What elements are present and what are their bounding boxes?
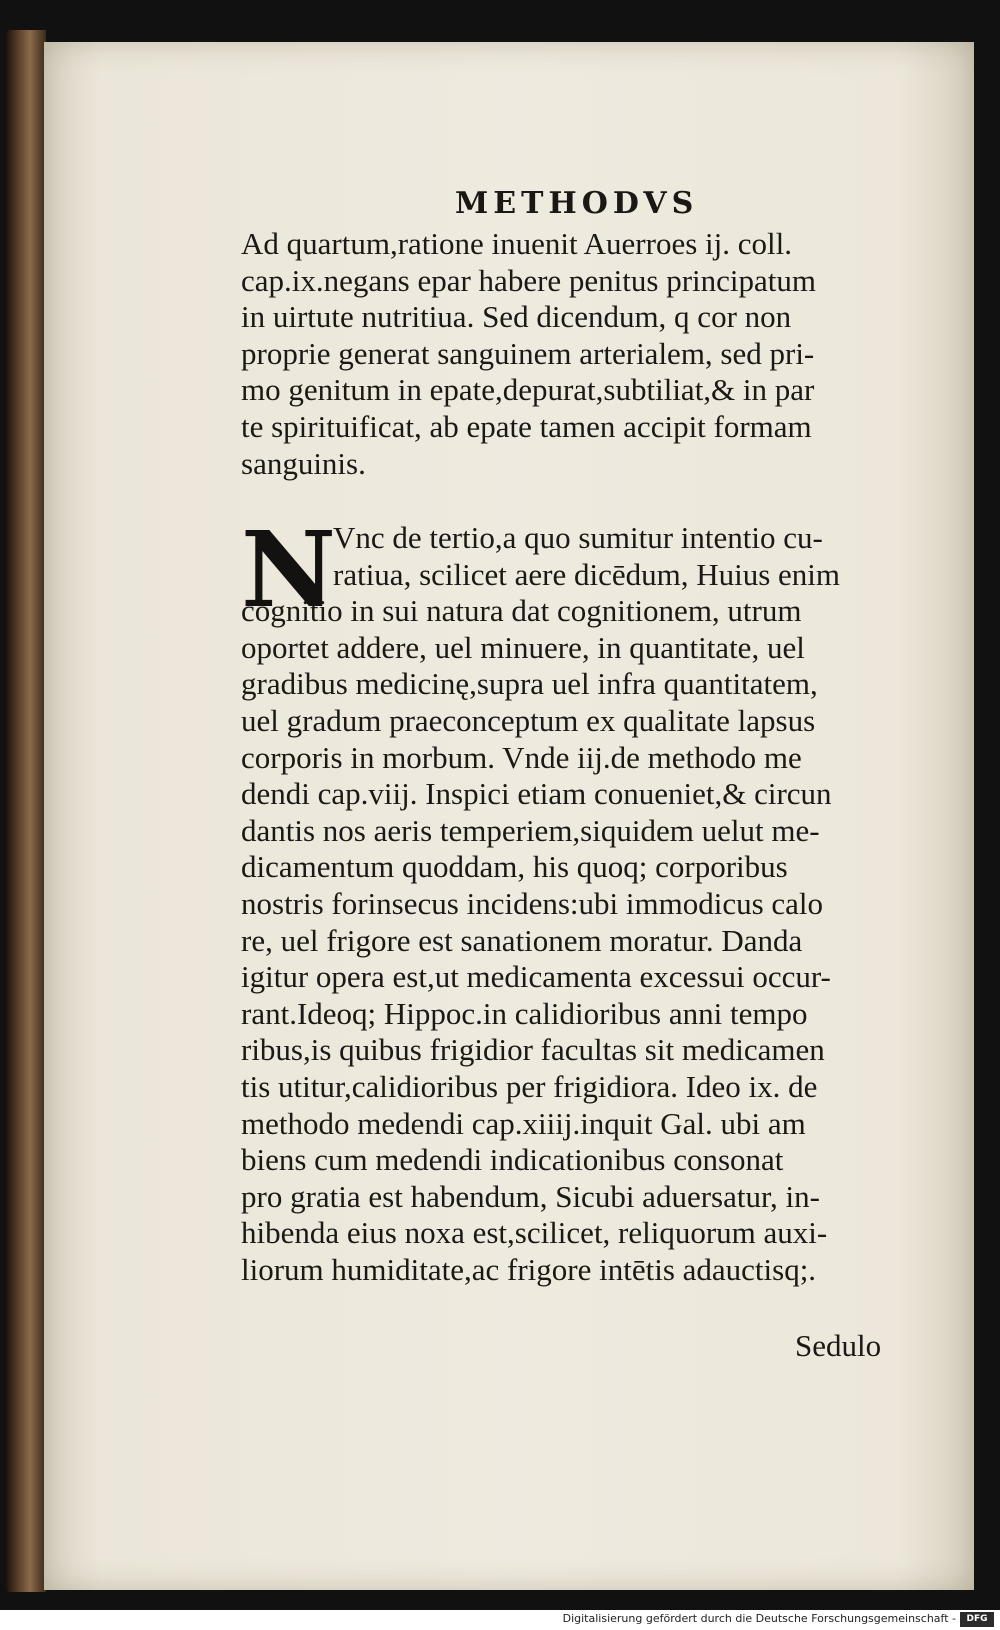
text-line: in uirtute nutritiua. Sed dicendum, q cor non: [241, 299, 792, 335]
text-line: Vnc de tertio,a quo sumitur intentio cu-: [333, 520, 823, 555]
text-line: methodo medendi cap.xiiij.inquit Gal. ubi am: [241, 1105, 806, 1141]
text-line: ratiua, scilicet aere dicēdum, Huius enim: [333, 556, 841, 592]
text-line: nostris forinsecus incidens:ubi immodicus calo: [241, 885, 824, 921]
catchword: Sedulo: [795, 1328, 882, 1363]
text-line: ribus,is quibus frigidior facultas sit medicamen: [241, 1032, 825, 1068]
text-line: cap.ix.negans epar habere penitus principatum: [241, 262, 816, 298]
text-line: te spirituificat, ab epate tamen accipit formam: [241, 408, 812, 444]
running-head: METHODVS: [455, 186, 699, 221]
text-line: dendi cap.viij. Inspici etiam conueniet,& circun: [241, 776, 832, 812]
footer-credit: Digitalisierung gefördert durch die Deutsche Forschungsgemeinschaft -: [562, 1612, 956, 1625]
text-line: Ad quartum,ratione inuenit Auerroes ij. coll.: [241, 226, 792, 261]
drop-cap-initial: N: [241, 508, 337, 631]
text-line: rant.Ideoq; Hippoc.in calidioribus anni tempo: [241, 995, 808, 1031]
text-line: oportet addere, uel minuere, in quantitate, uel: [241, 629, 805, 665]
dfg-logo: DFG: [960, 1612, 994, 1627]
text-line: tis utitur,calidioribus per frigidiora. Ideo ix. de: [241, 1068, 818, 1104]
text-line: proprie generat sanguinem arterialem, sed pri-: [241, 335, 815, 371]
text-line: gradibus medicinę,supra uel infra quantitatem,: [241, 666, 818, 702]
text-line: uel gradum praeconceptum ex qualitate lapsus: [241, 702, 816, 738]
digitization-footer: [0, 1610, 1000, 1630]
text-line: sanguinis.: [241, 445, 366, 481]
text-line: hibenda eius noxa est,scilicet, reliquorum auxi-: [241, 1215, 828, 1251]
text-line: dicamentum quoddam, his quoq; corporibus: [241, 849, 788, 885]
text-line: cognitio in sui natura dat cognitionem, utrum: [241, 593, 802, 629]
paragraph-2: [241, 508, 913, 1288]
text-line: igitur opera est,ut medicamenta excessui occur-: [241, 959, 831, 995]
book-spine-edge: [6, 30, 46, 1592]
paragraph-1: [241, 226, 913, 482]
text-line: re, uel frigore est sanationem moratur. Danda: [241, 922, 803, 958]
text-line: mo genitum in epate,depurat,subtiliat,& in par: [241, 372, 815, 408]
text-line: pro gratia est habendum, Sicubi aduersatur, in-: [241, 1178, 820, 1214]
text-line: liorum humiditate,ac frigore intētis adauctisq;.: [241, 1251, 817, 1287]
text-line: corporis in morbum. Vnde iij.de methodo me: [241, 739, 802, 775]
text-line: biens cum medendi indicationibus consonat: [241, 1142, 784, 1178]
text-line: dantis nos aeris temperiem,siquidem uelut me-: [241, 812, 820, 848]
